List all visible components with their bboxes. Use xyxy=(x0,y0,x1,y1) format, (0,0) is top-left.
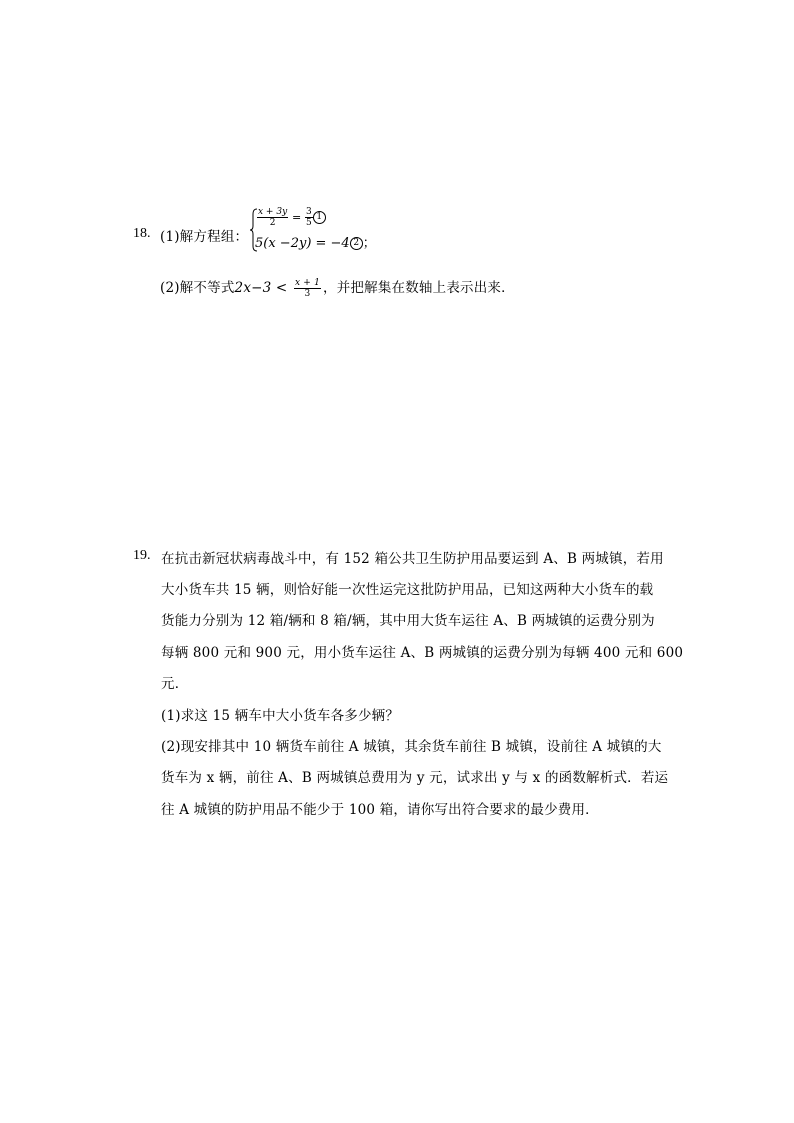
q18-part2-suffix: ，并把解集在数轴上表示出来． xyxy=(323,280,515,296)
inequality-fraction xyxy=(294,278,321,299)
eq1-rhs-denominator: 5 xyxy=(306,218,312,228)
eq1-fraction xyxy=(257,207,288,228)
equation-1 xyxy=(257,207,326,228)
eq1-numerator: x + 3y xyxy=(258,207,288,217)
q18-part1-label: (1)解方程组： xyxy=(160,229,249,245)
q19-line-1: 在抗击新冠状病毒战斗中，有 152 箱公共卫生防护用品要运到 A、B 两城镇，若用 xyxy=(161,551,664,567)
q18-part2 xyxy=(160,276,515,299)
q19-part-2-line-3: 往 A 城镇的防护用品不能少于 100 箱，请你写出符合要求的最少费用． xyxy=(161,802,599,818)
equation-2 xyxy=(255,232,376,251)
eq1-rhs-numerator: 3 xyxy=(306,207,312,217)
circled-two-marker: 2 xyxy=(350,237,363,250)
inequality-lhs: 2x−3 < xyxy=(234,280,288,296)
eq2-semicolon: ； xyxy=(362,236,376,251)
eq1-equals: = xyxy=(291,211,302,224)
question-19-number: 19. xyxy=(133,548,151,563)
q19-part-1: (1)求这 15 辆车中大小货车各多少辆？ xyxy=(161,708,400,724)
q19-line-5: 元． xyxy=(161,676,189,692)
eq1-denominator: 2 xyxy=(269,218,276,228)
q19-line-3: 货能力分别为 12 箱/辆和 8 箱/辆，其中用大货车运往 A、B 两城镇的运费分别为 xyxy=(161,613,655,629)
q18-part2-prefix: (2)解不等式 xyxy=(160,280,235,296)
circled-one-marker: 1 xyxy=(313,211,326,224)
q19-part-2-line-1: (2)现安排其中 10 辆货车前往 A 城镇，其余货车前往 B 城镇，设前往 A 城镇的大 xyxy=(161,739,662,755)
question-18-number: 18. xyxy=(133,226,151,241)
eq1-rhs-fraction xyxy=(305,207,313,228)
inequality-numerator: x + 1 xyxy=(294,278,321,288)
inequality-denominator: 3 xyxy=(304,289,311,299)
q19-part-2-line-2: 货车为 x 辆，前往 A、B 两城镇总费用为 y 元，试求出 y 与 x 的函数解析式．若运 xyxy=(161,770,669,786)
equation-system xyxy=(250,207,390,253)
q19-line-2: 大小货车共 15 辆，则恰好能一次性运完这批防护用品，已知这两种大小货车的载 xyxy=(161,582,654,598)
q19-line-4: 每辆 800 元和 900 元，用小货车运往 A、B 两城镇的运费分别为每辆 400 元和 600 xyxy=(161,645,684,661)
eq2-expression: 5(x −2y) = −4 xyxy=(255,236,350,251)
